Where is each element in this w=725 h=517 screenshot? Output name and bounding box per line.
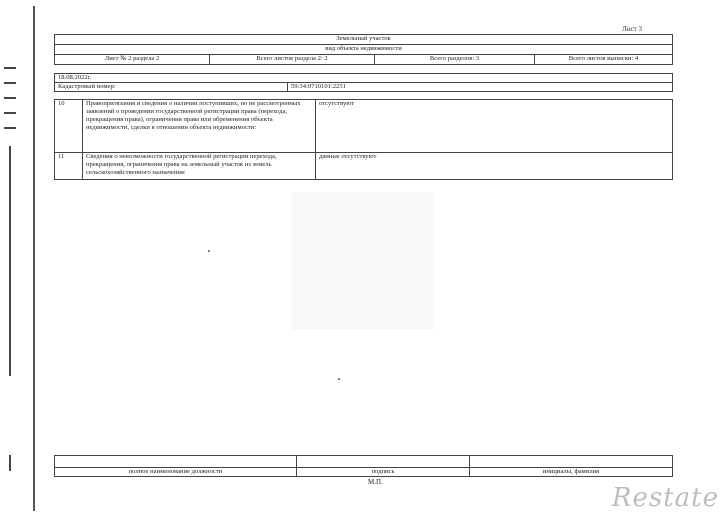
rights-table <box>54 99 673 180</box>
stamp-place: М.П. <box>368 478 383 486</box>
binder-mark <box>4 97 16 99</box>
extract-date: 18.08.2022г. <box>55 74 673 83</box>
scan-artifact <box>292 192 434 330</box>
signature-caption: подпись <box>297 468 470 477</box>
cadastral-number: 59:34:0710101:2251 <box>288 83 673 92</box>
object-type: вид объекта недвижимости <box>55 45 673 55</box>
row-label: Сведения о невозможности государственной регистрации перехода, прекращения, ограничения права на земельный участок из земель сельскохозяйственного назначения: <box>83 153 316 180</box>
page-edge <box>33 6 35 511</box>
binder-mark <box>9 455 11 471</box>
total-sheets-extract: Всего листов выписки: 4 <box>535 55 673 65</box>
scan-speck <box>338 378 340 380</box>
total-sections: Всего разделов: 3 <box>375 55 535 65</box>
row-label: Правопритязания и сведения о наличии поступивших, но не рассмотренных заявлений о проведении государственной регистрации права (перехода, прекращения права), ограничения права или обременения объекта недвижимости, сделки в отношении объекта недвижимости: <box>83 100 316 153</box>
row-value: отсутствуют <box>316 100 673 153</box>
binder-mark <box>4 82 16 84</box>
signature-blank <box>297 456 470 468</box>
table-row <box>55 100 673 153</box>
sheet-of-section: Лист № 2 раздела 2 <box>55 55 210 65</box>
binder-mark <box>4 112 16 114</box>
scan-speck <box>208 250 210 252</box>
watermark-logo: Restate <box>611 483 719 513</box>
object-name: Земельный участок <box>55 35 673 45</box>
cadastral-label: Кадастровый номер: <box>55 83 288 92</box>
sheet-number: Лист 3 <box>622 25 642 33</box>
meta-table <box>54 73 673 92</box>
position-blank <box>55 456 297 468</box>
row-value: данные отсутствуют <box>316 153 673 180</box>
row-number: 10 <box>55 100 83 153</box>
initials-caption: инициалы, фамилия <box>470 468 673 477</box>
table-row <box>55 153 673 180</box>
row-number: 11 <box>55 153 83 180</box>
binder-mark <box>9 146 11 376</box>
initials-blank <box>470 456 673 468</box>
binder-mark <box>4 67 16 69</box>
position-caption: полное наименование должности <box>55 468 297 477</box>
binder-mark <box>4 127 16 129</box>
signature-table <box>54 455 673 477</box>
header-table <box>54 34 673 65</box>
total-sheets-section: Всего листов раздела 2: 2 <box>210 55 375 65</box>
